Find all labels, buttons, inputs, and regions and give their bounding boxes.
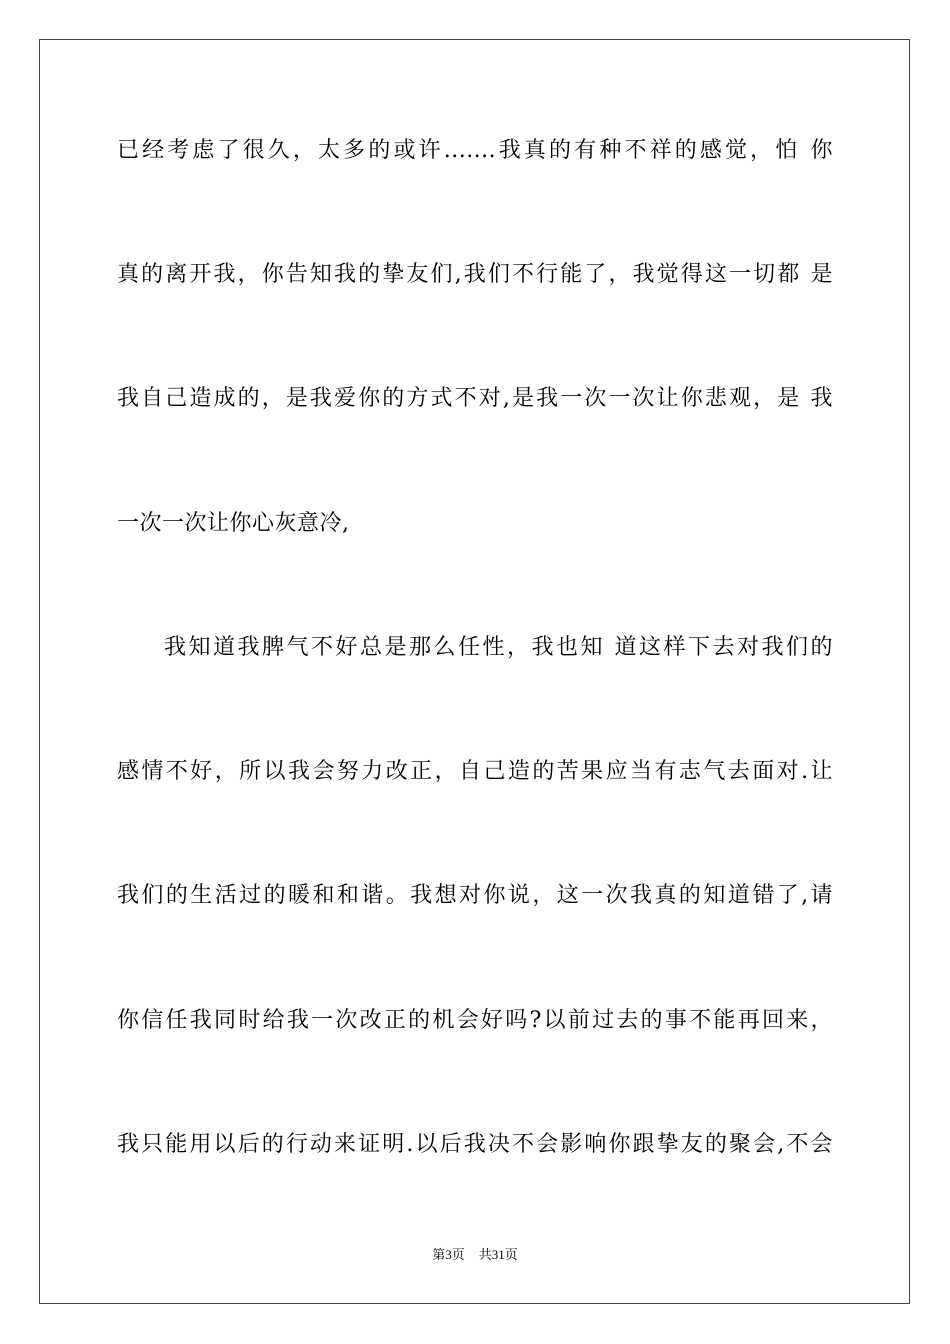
body-text-line-8: 你信任我同时给我一次改正的机会好吗?以前过去的事不能再回来， <box>117 1008 833 1033</box>
page-total: 共31页 <box>478 1247 518 1262</box>
page-border <box>39 39 910 1304</box>
body-text-line-7: 我们的生活过的暖和和谐。我想对你说，这一次我真的知道错了,请 <box>117 883 833 908</box>
body-text-line-3: 我自己造成的，是我爱你的方式不对,是我一次一次让你悲观，是 我 <box>117 386 833 411</box>
body-text-line-1: 已经考虑了很久，太多的或许.......我真的有种不祥的感觉，怕 你 <box>117 138 833 163</box>
body-text-line-2: 真的离开我，你告知我的挚友们,我们不行能了，我觉得这一切都 是 <box>117 262 833 287</box>
body-text-line-5: 我知道我脾气不好总是那么任性，我也知 道这样下去对我们的 <box>164 635 833 660</box>
page-number: 第3页 <box>432 1247 465 1262</box>
body-text-line-6: 感情不好，所以我会努力改正，自己造的苦果应当有志气去面对.让 <box>117 759 833 784</box>
body-text-line-9: 我只能用以后的行动来证明.以后我决不会影响你跟挚友的聚会,不会 <box>117 1132 833 1157</box>
page-footer <box>0 1246 950 1264</box>
body-text-line-4: 一次一次让你心灰意冷, <box>117 511 350 536</box>
